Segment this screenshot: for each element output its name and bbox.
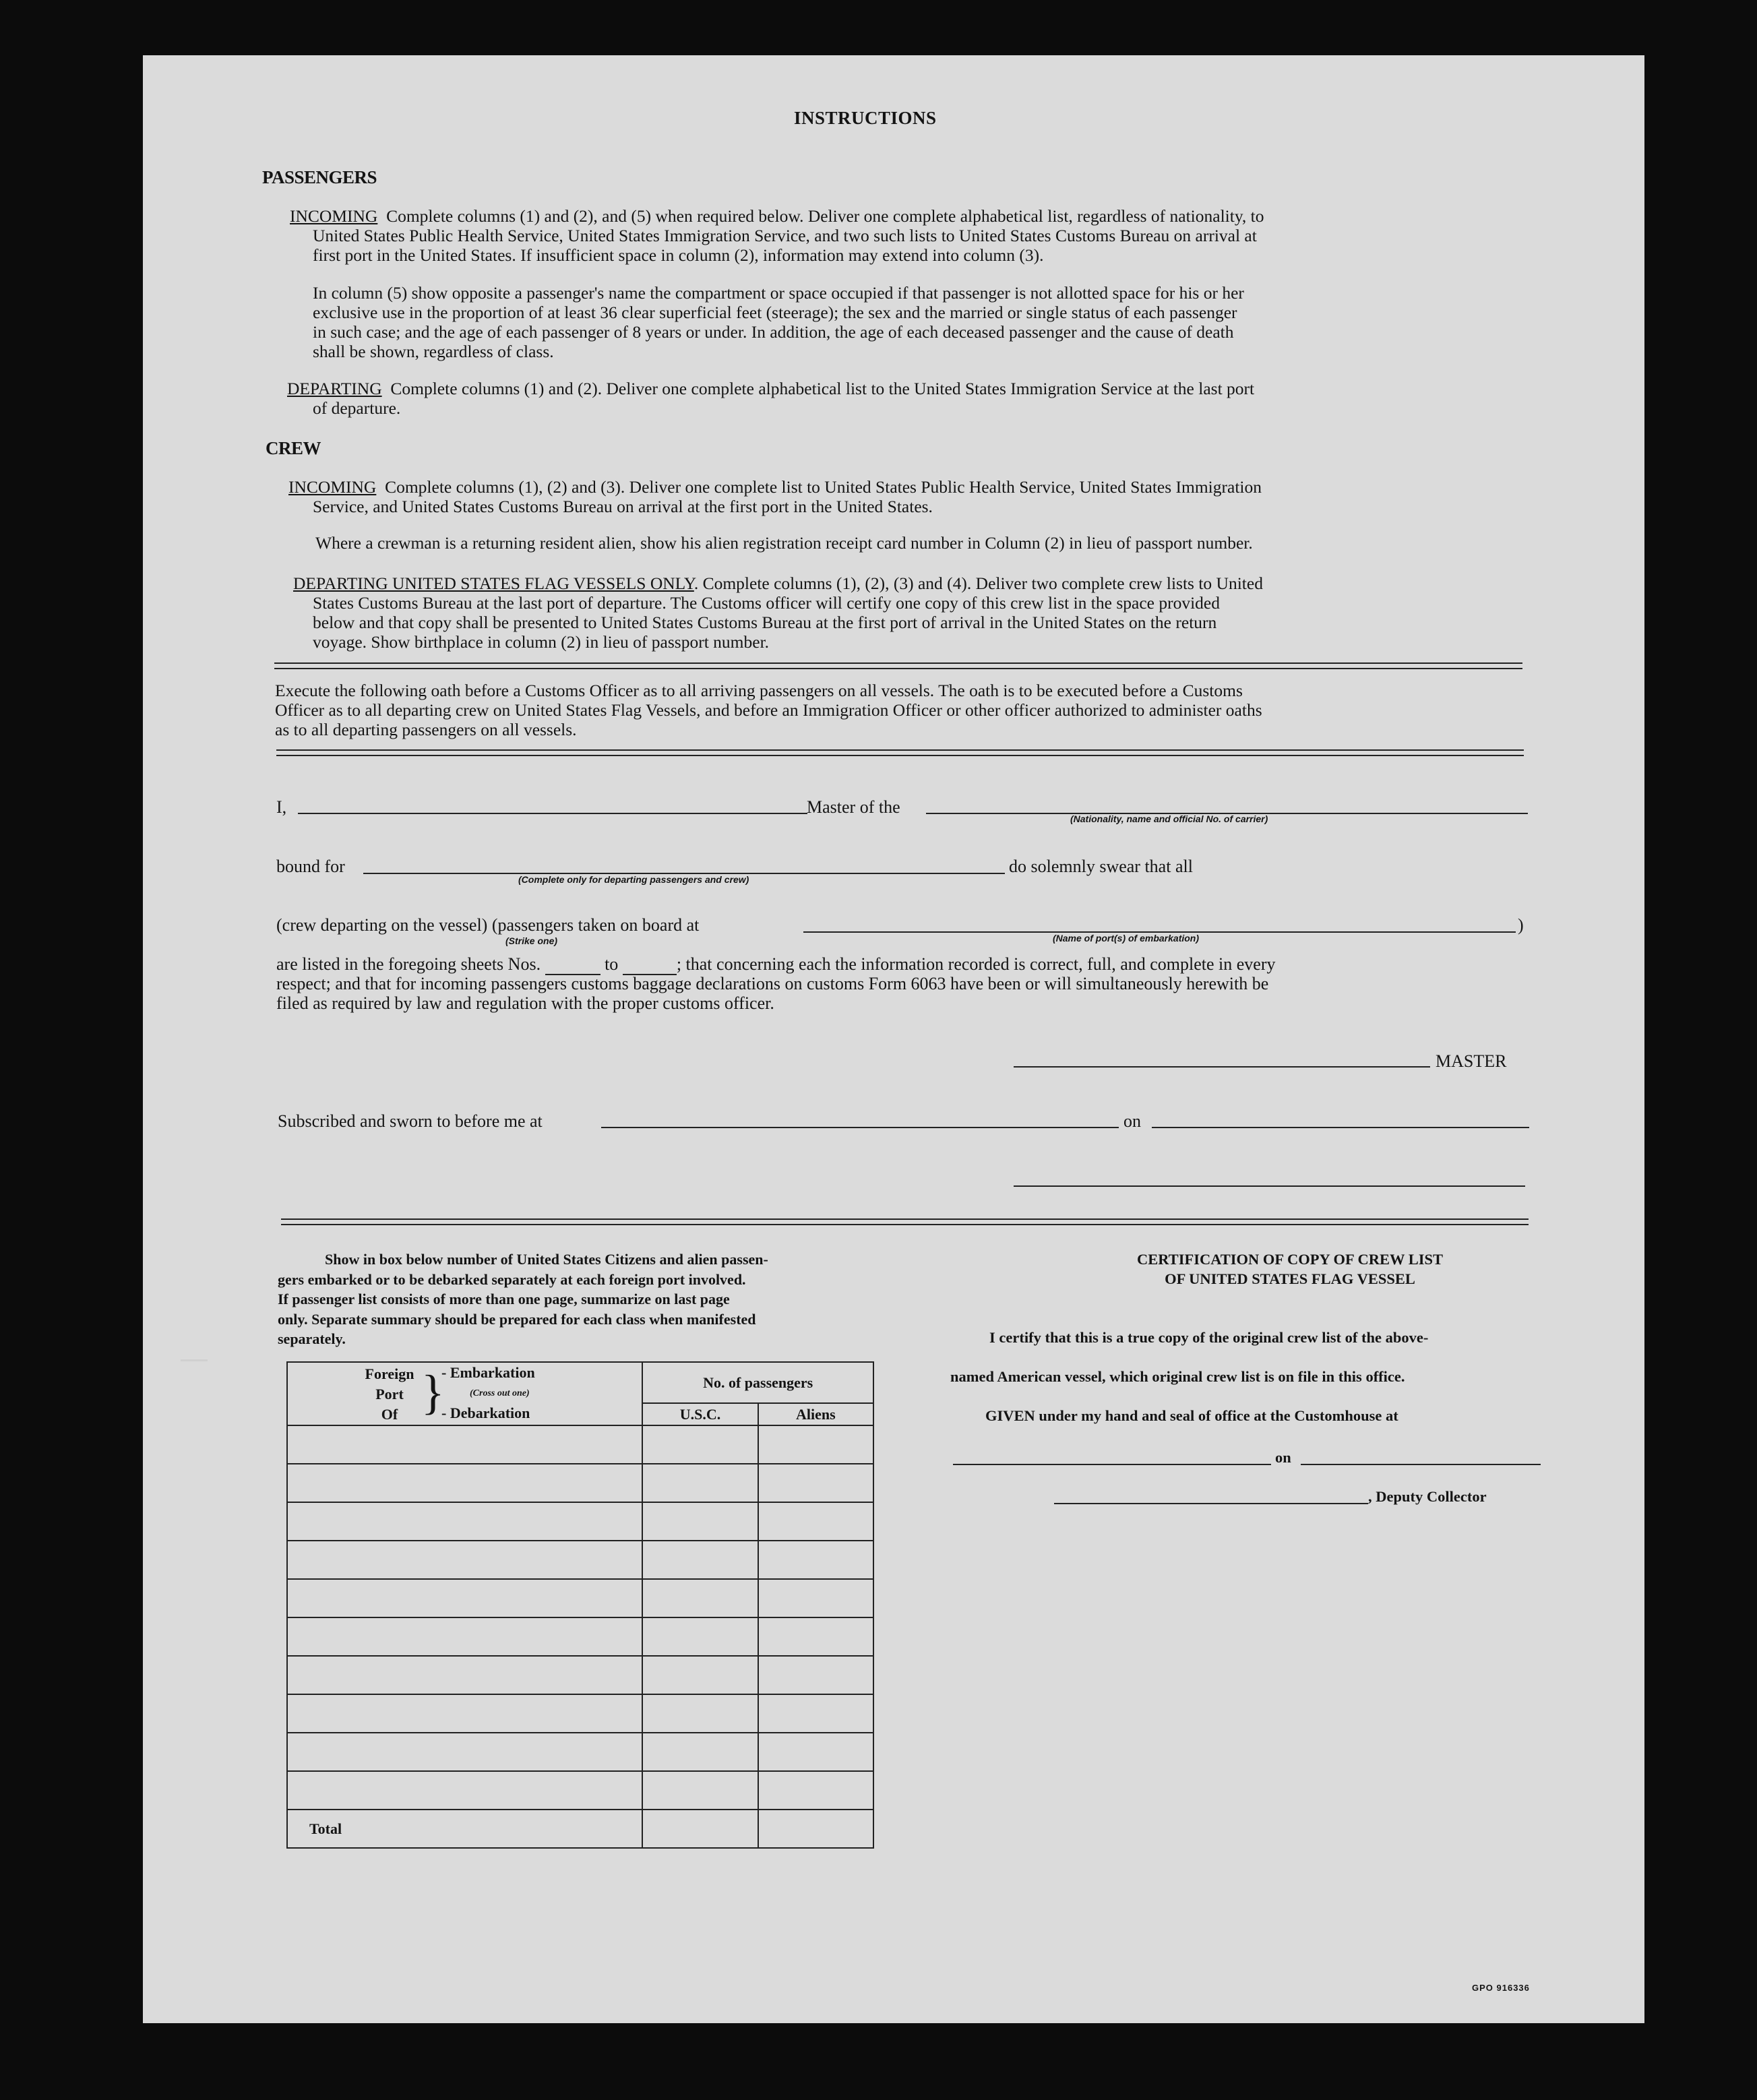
aliens-cell[interactable] xyxy=(758,1733,873,1771)
port-cell[interactable] xyxy=(287,1694,642,1733)
certification-text-3: GIVEN under my hand and seal of office at the Customhouse at xyxy=(985,1407,1398,1424)
port-cell[interactable] xyxy=(287,1771,642,1810)
crew-passengers-text: (crew departing on the vessel) (passengers taken on board at xyxy=(276,915,700,935)
debarkation-option[interactable]: - Debarkation xyxy=(441,1404,530,1421)
certification-text-2: named American vessel, which original crew list is on file in this office. xyxy=(950,1368,1405,1385)
table-row[interactable] xyxy=(287,1771,873,1810)
table-row[interactable] xyxy=(287,1656,873,1694)
summary-note xyxy=(278,1249,884,1349)
sworn-date-line[interactable] xyxy=(1152,1127,1529,1128)
crew-incoming-line-2: Service, and United States Customs Bureau on arrival at the first port in the United States. xyxy=(313,497,933,516)
passengers-incoming-line-3: first port in the United States. If insufficient space in column (2), information may extend into column (3). xyxy=(313,245,1044,265)
usc-cell[interactable] xyxy=(642,1425,758,1464)
passengers-departing-line-1: DEPARTING Complete columns (1) and (2). Deliver one complete alphabetical list to the United States Immigration Service at the last port xyxy=(287,379,1255,398)
port-cell[interactable] xyxy=(287,1733,642,1771)
table-row[interactable] xyxy=(287,1733,873,1771)
passengers-incoming-label: INCOMING xyxy=(290,206,378,226)
cross-out-caption: (Cross out one) xyxy=(470,1388,530,1398)
certification-title-line-1: CERTIFICATION OF COPY OF CREW LIST xyxy=(1136,1251,1444,1268)
gpo-number: GPO 916336 xyxy=(1472,1983,1530,1993)
port-label: Port xyxy=(375,1386,404,1402)
usc-cell[interactable] xyxy=(642,1541,758,1579)
port-cell[interactable] xyxy=(287,1617,642,1656)
crew-departing-line-3: below and that copy shall be presented to United States Customs Bureau at the first port of arrival in the United States on the return xyxy=(313,613,1217,632)
table-row[interactable] xyxy=(287,1541,873,1579)
aliens-header: Aliens xyxy=(758,1403,873,1425)
brace-symbol: } xyxy=(421,1365,445,1419)
instructions-title: INSTRUCTIONS xyxy=(794,108,937,128)
subscribed-label: Subscribed and sworn to before me at xyxy=(278,1111,543,1131)
section-divider-1 xyxy=(274,662,1522,669)
usc-cell[interactable] xyxy=(642,1579,758,1617)
listed-paragraph: are listed in the foregoing sheets Nos. to ; that concerning each the information recorded is correct, full, and complete in every xyxy=(276,954,1276,974)
section-divider-3 xyxy=(281,1218,1529,1225)
master-of-the-label: Master of the xyxy=(807,797,900,817)
edge-mark xyxy=(181,1359,208,1361)
certification-title-line-2: OF UNITED STATES FLAG VESSEL xyxy=(1165,1270,1415,1287)
close-paren: ) xyxy=(1518,915,1524,935)
solemnly-swear-text: do solemnly swear that all xyxy=(1009,857,1193,876)
port-cell[interactable] xyxy=(287,1579,642,1617)
port-cell[interactable] xyxy=(287,1464,642,1502)
certification-on-label: on xyxy=(1275,1449,1291,1466)
aliens-cell[interactable] xyxy=(758,1502,873,1541)
crew-departing-line-1: DEPARTING UNITED STATES FLAG VESSELS ONLY. Complete columns (1), (2), (3) and (4). Deliver two complete crew lists to United xyxy=(293,574,1263,593)
sworn-place-line[interactable] xyxy=(601,1127,1119,1128)
passengers-departing-line-2: of departure. xyxy=(313,398,401,418)
passengers-incoming-line-1: INCOMING Complete columns (1) and (2), and (5) when required below. Deliver one complete alphabetical list, regardless of nationality, to xyxy=(290,206,1264,226)
listed-line-4: filed as required by law and regulation with the proper customs officer. xyxy=(276,993,774,1013)
total-aliens-cell[interactable] xyxy=(758,1810,873,1848)
table-row[interactable] xyxy=(287,1617,873,1656)
table-row[interactable] xyxy=(287,1502,873,1541)
oath-intro-line-1: Execute the following oath before a Customs Officer as to all arriving passengers on all vessels. The oath is to be executed before a Customs xyxy=(275,681,1243,700)
aliens-cell[interactable] xyxy=(758,1771,873,1810)
customhouse-place-line[interactable] xyxy=(953,1464,1271,1465)
column5-line-4: shall be shown, regardless of class. xyxy=(313,342,554,361)
crew-resident-alien-line: Where a crewman is a returning resident alien, show his alien registration receipt card number in Column (2) in lieu of passport number. xyxy=(315,533,1253,553)
foreign-port-header xyxy=(287,1362,642,1425)
listed-line-3: respect; and that for incoming passengers customs baggage declarations on customs Form 6063 have been or will simultaneously herewith be xyxy=(276,974,1269,993)
usc-cell[interactable] xyxy=(642,1617,758,1656)
bound-for-caption: (Complete only for departing passengers and crew) xyxy=(518,874,749,885)
crew-departing-label: DEPARTING UNITED STATES FLAG VESSELS ONLY xyxy=(293,574,694,593)
section-divider-2 xyxy=(276,749,1524,756)
port-cell[interactable] xyxy=(287,1502,642,1541)
summary-note-line-1: Show in box below number of United States Citizens and alien passen- xyxy=(325,1251,768,1268)
aliens-cell[interactable] xyxy=(758,1541,873,1579)
aliens-cell[interactable] xyxy=(758,1694,873,1733)
column5-line-3: in such case; and the age of each passenger of 8 years or under. In addition, the age of each deceased passenger and the cause of death xyxy=(313,322,1234,342)
aliens-cell[interactable] xyxy=(758,1464,873,1502)
usc-cell[interactable] xyxy=(642,1733,758,1771)
crew-departing-line-2: States Customs Bureau at the last port of departure. The Customs officer will certify one copy of this crew list in the space provided xyxy=(313,593,1220,613)
total-label: Total xyxy=(287,1810,642,1848)
total-row xyxy=(287,1810,873,1848)
certification-title xyxy=(1054,1249,1526,1289)
bound-for-label: bound for xyxy=(276,857,345,876)
usc-cell[interactable] xyxy=(642,1694,758,1733)
summary-note-line-5: separately. xyxy=(278,1330,346,1347)
passengers-heading: PASSENGERS xyxy=(262,167,377,187)
crew-incoming-line-1: INCOMING Complete columns (1), (2) and (3). Deliver one complete list to United States Public Health Service, United States Immigration xyxy=(288,477,1262,497)
crew-incoming-label: INCOMING xyxy=(288,477,377,497)
table-row[interactable] xyxy=(287,1425,873,1464)
crew-departing-line-4: voyage. Show birthplace in column (2) in lieu of passport number. xyxy=(313,632,770,652)
column5-line-1: In column (5) show opposite a passenger's name the compartment or space occupied if that passenger is not allotted space for his or her xyxy=(313,283,1244,303)
passengers-departing-label: DEPARTING xyxy=(287,379,382,398)
master-signature-line[interactable] xyxy=(1014,1066,1430,1068)
deputy-collector-signature-line[interactable] xyxy=(1054,1503,1368,1504)
of-label: Of xyxy=(381,1406,398,1423)
passenger-summary-table xyxy=(286,1361,874,1849)
table-row[interactable] xyxy=(287,1464,873,1502)
certification-text-1: I certify that this is a true copy of the original crew list of the above- xyxy=(989,1329,1429,1346)
master-name-line[interactable] xyxy=(298,813,807,814)
usc-header: U.S.C. xyxy=(642,1403,758,1425)
summary-note-line-4: only. Separate summary should be prepared for each class when manifested xyxy=(278,1310,756,1328)
aliens-cell[interactable] xyxy=(758,1617,873,1656)
usc-cell[interactable] xyxy=(642,1771,758,1810)
total-usc-cell[interactable] xyxy=(642,1810,758,1848)
sworn-on-label: on xyxy=(1123,1111,1141,1131)
oath-intro-line-2: Officer as to all departing crew on United States Flag Vessels, and before an Immigration Officer or other officer authorized to administer oaths xyxy=(275,700,1262,720)
aliens-cell[interactable] xyxy=(758,1656,873,1694)
sheet-from-field[interactable] xyxy=(545,954,600,975)
oath-intro-line-3: as to all departing passengers on all vessels. xyxy=(275,720,577,739)
officer-signature-line[interactable] xyxy=(1014,1185,1525,1187)
embarkation-port-caption: (Name of port(s) of embarkation) xyxy=(1053,933,1200,944)
no-passengers-header: No. of passengers xyxy=(642,1362,873,1403)
usc-cell[interactable] xyxy=(642,1656,758,1694)
carrier-caption: (Nationality, name and official No. of carrier) xyxy=(1070,813,1268,824)
usc-cell[interactable] xyxy=(642,1502,758,1541)
certification-date-line[interactable] xyxy=(1301,1464,1541,1465)
form-sheet xyxy=(143,55,1644,2023)
aliens-cell[interactable] xyxy=(758,1579,873,1617)
aliens-cell[interactable] xyxy=(758,1425,873,1464)
port-cell[interactable] xyxy=(287,1541,642,1579)
column5-line-2: exclusive use in the proportion of at least 36 clear superficial feet (steerage); the sex and the married or single status of each passenger xyxy=(313,303,1237,322)
foreign-label: Foreign xyxy=(365,1365,414,1382)
master-label: MASTER xyxy=(1436,1051,1507,1071)
crew-heading: CREW xyxy=(266,438,321,458)
strike-one-caption: (Strike one) xyxy=(505,935,558,946)
passengers-incoming-line-2: United States Public Health Service, United States Immigration Service, and two such lists to United States Customs Bureau on arrival at xyxy=(313,226,1257,245)
usc-cell[interactable] xyxy=(642,1464,758,1502)
port-cell[interactable] xyxy=(287,1425,642,1464)
port-cell[interactable] xyxy=(287,1656,642,1694)
summary-note-line-2: gers embarked or to be debarked separately at each foreign port involved. xyxy=(278,1270,746,1288)
table-row[interactable] xyxy=(287,1579,873,1617)
deputy-collector-label: , Deputy Collector xyxy=(1368,1488,1487,1505)
sheet-to-field[interactable] xyxy=(623,954,677,975)
oath-i-label: I, xyxy=(276,797,287,817)
table-row[interactable] xyxy=(287,1694,873,1733)
summary-note-line-3: If passenger list consists of more than one page, summarize on last page xyxy=(278,1291,730,1307)
embarkation-option[interactable]: - Embarkation xyxy=(441,1364,535,1381)
